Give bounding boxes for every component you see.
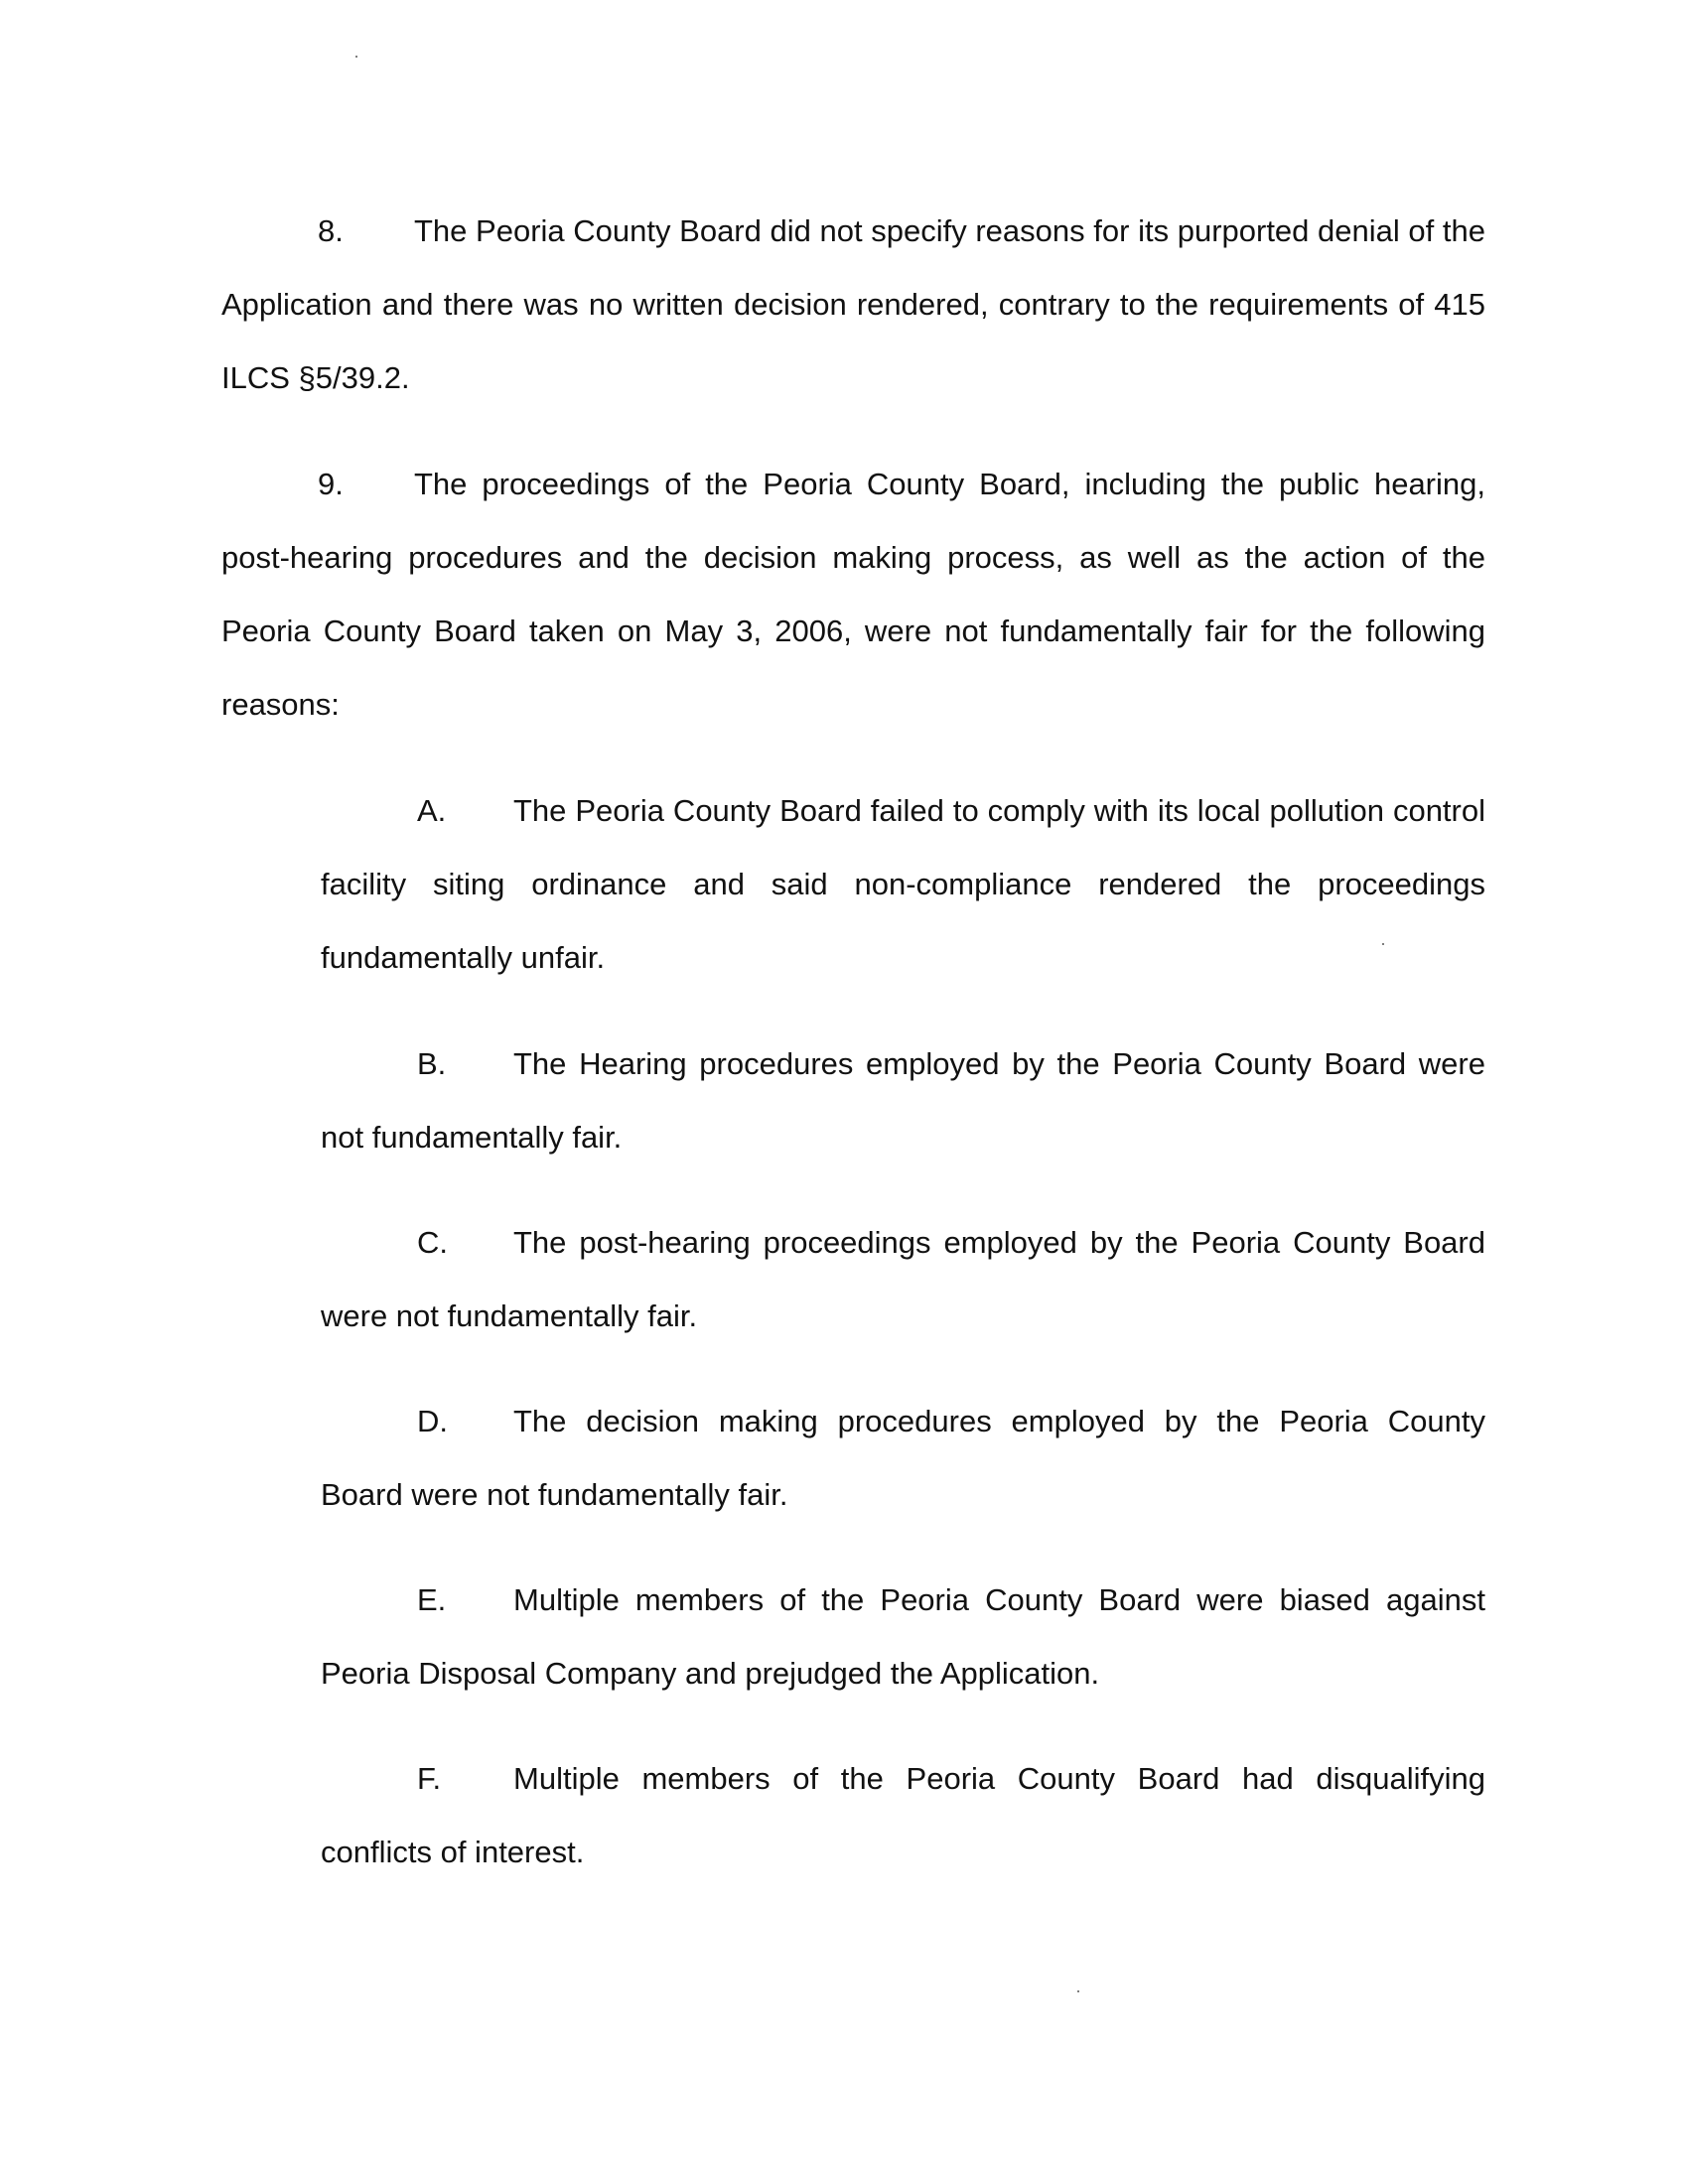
subparagraph-letter: C.: [417, 1225, 448, 1260]
subparagraph-c: [321, 1206, 1485, 1353]
subparagraph-letter: A.: [417, 793, 447, 828]
subparagraph-letter: D.: [417, 1404, 448, 1438]
subparagraph-text: The Hearing procedures employed by the Peoria County Board were not fundamentally fair.: [321, 1046, 1485, 1155]
paragraph-text: The Peoria County Board did not specify reasons for its purported denial of the Application and there was no written decision rendered, contrary to the requirements of 415 ILCS §5/39.2.: [221, 213, 1485, 395]
paragraph-number: 9.: [318, 467, 344, 501]
subparagraph-e: [321, 1564, 1485, 1710]
scan-speck: [1077, 1990, 1079, 1992]
subparagraph-text: The Peoria County Board failed to comply with its local pollution control facility siting ordinance and said non-compliance rendered the proceedings fundamentally unfair.: [321, 793, 1485, 975]
subparagraph-text: Multiple members of the Peoria County Board had disqualifying conflicts of interest.: [321, 1761, 1485, 1869]
subparagraph-letter: B.: [417, 1046, 447, 1081]
paragraph-8: [221, 195, 1485, 415]
subparagraph-text: Multiple members of the Peoria County Board were biased against Peoria Disposal Company and prejudged the Application.: [321, 1582, 1485, 1691]
paragraph-text: The proceedings of the Peoria County Board, including the public hearing, post-hearing procedures and the decision making process, as well as the action of the Peoria County Board taken on May 3, 2006, were not fundamentally fair for the following reasons:: [221, 467, 1485, 722]
paragraph-9: [221, 448, 1485, 742]
subparagraph-text: The post-hearing proceedings employed by the Peoria County Board were not fundamentally fair.: [321, 1225, 1485, 1333]
subparagraph-letter: F.: [417, 1761, 442, 1796]
subparagraph-d: [321, 1385, 1485, 1532]
subparagraph-text: The decision making procedures employed by the Peoria County Board were not fundamentally fair.: [321, 1404, 1485, 1512]
subparagraph-letter: E.: [417, 1582, 447, 1617]
subparagraph-a: [321, 774, 1485, 995]
subparagraph-b: [321, 1027, 1485, 1174]
scan-speck: [355, 56, 357, 58]
subparagraph-f: [321, 1742, 1485, 1889]
paragraph-number: 8.: [318, 213, 344, 248]
